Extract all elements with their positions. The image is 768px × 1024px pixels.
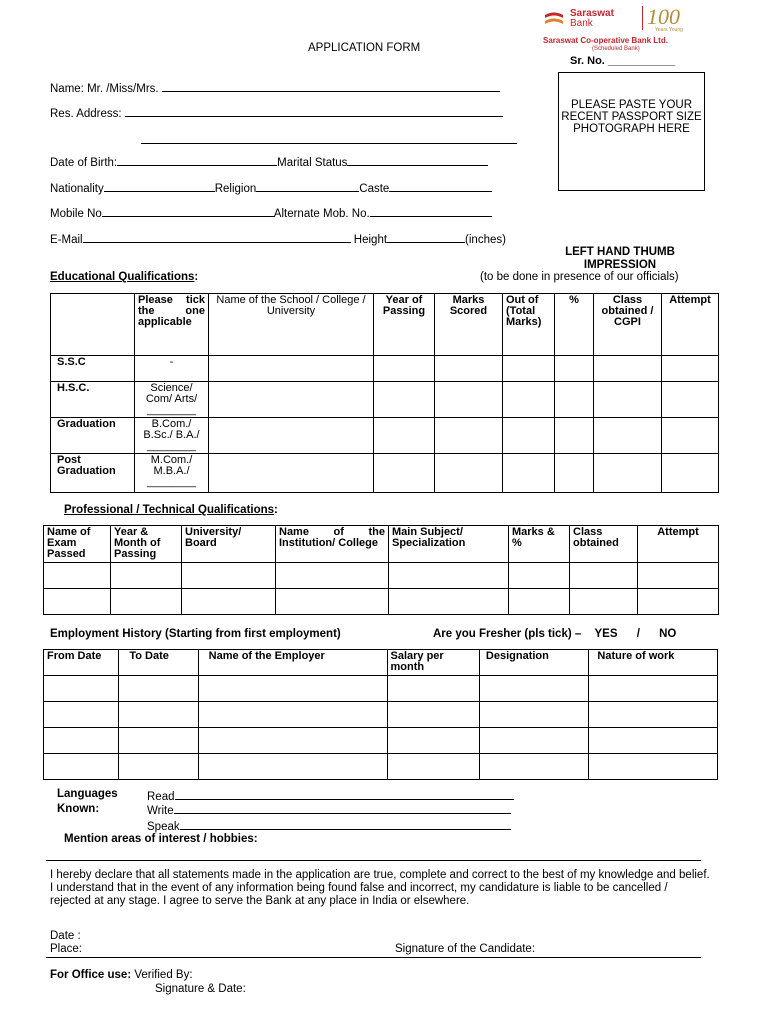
- edu-option: Science/ Com/ Arts/ ________: [135, 382, 209, 418]
- table-cell[interactable]: [387, 728, 479, 754]
- read-label: Read: [147, 791, 175, 803]
- alt-mobile-input-line[interactable]: [370, 205, 492, 217]
- table-cell[interactable]: [662, 454, 719, 493]
- caste-input-line[interactable]: [389, 180, 492, 192]
- signature-date-label: Signature & Date:: [155, 983, 246, 995]
- table-cell[interactable]: [182, 563, 276, 589]
- hobbies-input-line[interactable]: [46, 860, 701, 861]
- sr-no: Sr. No. ___________: [570, 55, 676, 67]
- table-cell[interactable]: [209, 382, 374, 418]
- thumb-title: LEFT HAND THUMB IMPRESSION: [565, 246, 675, 271]
- table-cell[interactable]: [503, 356, 555, 382]
- name-input-line[interactable]: [162, 80, 500, 92]
- verified-by-label: Verified By:: [134, 969, 193, 981]
- address-label: Res. Address:: [50, 108, 122, 120]
- logo-tagline: Saraswat Co-operative Bank Ltd.: [543, 36, 668, 45]
- table-row[interactable]: [44, 676, 718, 702]
- table-cell[interactable]: [276, 563, 389, 589]
- emp-header-from: From Date: [44, 650, 119, 676]
- employment-heading: Employment History (Starting from first employment): [50, 628, 341, 640]
- read-row[interactable]: [147, 788, 514, 803]
- table-row[interactable]: [51, 382, 719, 418]
- edu-header-school: Name of the School / College / University: [209, 294, 374, 356]
- emp-header-to: To Date: [119, 650, 198, 676]
- table-cell[interactable]: [435, 382, 503, 418]
- address-line-1[interactable]: [125, 105, 503, 117]
- write-row[interactable]: [147, 802, 511, 817]
- fresher-slash: /: [636, 628, 640, 640]
- professional-heading-text: Professional / Technical Qualifications: [64, 504, 275, 516]
- edu-option: B.Com./ B.Sc./ B.A./ ________: [135, 418, 209, 454]
- prof-header-marks: Marks & %: [509, 526, 570, 563]
- table-cell[interactable]: [503, 454, 555, 493]
- table-cell[interactable]: [44, 754, 119, 780]
- religion-label: Religion: [214, 183, 257, 195]
- logo-name-line2: Bank: [570, 18, 593, 29]
- table-cell[interactable]: [374, 454, 435, 493]
- table-cell[interactable]: [594, 356, 662, 382]
- fresher-yes-option[interactable]: YES: [594, 628, 618, 640]
- table-cell[interactable]: [209, 356, 374, 382]
- table-cell[interactable]: [119, 702, 198, 728]
- edu-header-tick: Please tick the one applicable: [135, 294, 209, 356]
- height-label: Height: [353, 234, 388, 246]
- edu-header-marks: Marks Scored: [435, 294, 503, 356]
- education-heading: [50, 271, 198, 283]
- height-input-line[interactable]: [387, 231, 465, 243]
- edu-header-blank: [51, 294, 135, 356]
- form-title: APPLICATION FORM: [308, 42, 421, 54]
- nationality-row[interactable]: [50, 180, 492, 195]
- table-cell[interactable]: [119, 754, 198, 780]
- table-cell[interactable]: [509, 563, 570, 589]
- height-unit: (inches): [465, 234, 506, 246]
- table-cell[interactable]: [555, 454, 594, 493]
- emp-header-nature: Nature of work: [589, 650, 718, 676]
- table-cell[interactable]: [589, 676, 718, 702]
- table-cell[interactable]: [503, 418, 555, 454]
- nationality-input-line[interactable]: [104, 180, 215, 192]
- table-cell[interactable]: [198, 676, 387, 702]
- edu-level: Post Graduation: [51, 454, 135, 493]
- professional-header-row: [44, 526, 719, 563]
- table-cell[interactable]: [662, 382, 719, 418]
- mobile-input-line[interactable]: [102, 205, 274, 217]
- email-input-line[interactable]: [83, 231, 351, 243]
- thumb-note: (to be done in presence of our officials): [480, 271, 679, 283]
- edu-level: H.S.C.: [51, 382, 135, 418]
- write-input-line[interactable]: [174, 802, 511, 814]
- speak-label: Speak: [147, 821, 180, 833]
- table-row[interactable]: [44, 563, 719, 589]
- marital-label: Marital Status: [277, 157, 348, 169]
- table-cell[interactable]: [44, 589, 111, 615]
- education-table: [50, 293, 719, 493]
- address-line-2[interactable]: [141, 132, 517, 144]
- table-cell[interactable]: [435, 454, 503, 493]
- mobile-label: Mobile No: [50, 208, 102, 220]
- religion-input-line[interactable]: [256, 180, 359, 192]
- table-cell[interactable]: [589, 754, 718, 780]
- table-cell[interactable]: [594, 418, 662, 454]
- table-row[interactable]: [44, 754, 718, 780]
- table-cell[interactable]: [479, 754, 588, 780]
- edu-header-percent: %: [555, 294, 594, 356]
- table-cell[interactable]: [119, 728, 198, 754]
- table-cell[interactable]: [479, 728, 588, 754]
- fresher-no-option[interactable]: NO: [659, 628, 677, 640]
- table-cell[interactable]: [198, 754, 387, 780]
- name-field[interactable]: [50, 80, 500, 95]
- prof-header-year: Year & Month of Passing: [111, 526, 182, 563]
- photo-box[interactable]: [558, 72, 705, 191]
- table-cell[interactable]: [209, 454, 374, 493]
- anniversary-sub: Years Young: [655, 27, 683, 33]
- prof-header-class: Class obtained: [570, 526, 638, 563]
- dob-input-line[interactable]: [117, 154, 277, 166]
- nationality-label: Nationality: [50, 183, 104, 195]
- write-label: Write: [147, 805, 174, 817]
- table-cell[interactable]: [638, 563, 719, 589]
- employment-header-row: [44, 650, 718, 676]
- table-row[interactable]: [44, 589, 719, 615]
- table-cell[interactable]: [209, 418, 374, 454]
- table-cell[interactable]: [589, 728, 718, 754]
- table-cell[interactable]: [182, 589, 276, 615]
- table-row[interactable]: [44, 702, 718, 728]
- table-cell[interactable]: [555, 418, 594, 454]
- email-row[interactable]: [50, 231, 506, 246]
- table-cell[interactable]: [44, 702, 119, 728]
- table-cell[interactable]: [387, 676, 479, 702]
- edu-header-year: Year of Passing: [374, 294, 435, 356]
- hobbies-label: Mention areas of interest / hobbies:: [64, 833, 258, 845]
- speak-input-line[interactable]: [180, 818, 511, 830]
- name-label: Name: Mr. /Miss/Mrs.: [50, 83, 159, 95]
- table-cell[interactable]: [44, 563, 111, 589]
- signature-label: Signature of the Candidate:: [395, 943, 536, 955]
- table-cell[interactable]: [387, 702, 479, 728]
- table-cell[interactable]: [389, 563, 509, 589]
- table-cell[interactable]: [594, 454, 662, 493]
- photo-box-text: PLEASE PASTE YOUR RECENT PASSPORT SIZE PHOTOGRAPH HERE: [561, 99, 702, 135]
- table-cell[interactable]: [479, 676, 588, 702]
- office-use-row: [50, 969, 193, 981]
- table-cell[interactable]: [374, 356, 435, 382]
- address-field[interactable]: [50, 105, 503, 120]
- table-cell[interactable]: [509, 589, 570, 615]
- declaration-text: I hereby declare that all statements made in the application are true, complete and correct to the best of my knowledge and belief. I understand that in the event of any information being found false and incorrect, my candidature is liable to be cancelled / rejected at any stage. I agree to serve the Bank at any place in India or elsewhere.: [50, 869, 710, 907]
- table-cell[interactable]: [276, 589, 389, 615]
- anniversary-mark: 100: [647, 4, 680, 29]
- edu-option: M.Com./ M.B.A./ ________: [135, 454, 209, 493]
- table-cell[interactable]: [374, 418, 435, 454]
- education-heading-colon: :: [194, 271, 199, 283]
- bank-logo: [543, 6, 703, 54]
- languages-label-2: Known:: [57, 803, 100, 815]
- languages-label-1: Languages: [57, 788, 118, 800]
- table-cell[interactable]: [570, 589, 638, 615]
- dob-row[interactable]: [50, 154, 488, 169]
- footer-divider: [46, 957, 701, 958]
- table-cell[interactable]: [111, 563, 182, 589]
- table-cell[interactable]: [503, 382, 555, 418]
- table-cell[interactable]: [389, 589, 509, 615]
- prof-header-university: University/ Board: [182, 526, 276, 563]
- education-heading-text: Educational Qualifications: [50, 271, 195, 283]
- emp-header-designation: Designation: [479, 650, 588, 676]
- mobile-row[interactable]: [50, 205, 492, 220]
- date-label: Date :: [50, 930, 81, 942]
- edu-option: -: [135, 356, 209, 382]
- read-input-line[interactable]: [175, 788, 514, 800]
- prof-header-exam: Name of Exam Passed: [44, 526, 111, 563]
- table-cell[interactable]: [638, 589, 719, 615]
- caste-label: Caste: [359, 183, 390, 195]
- logo-mark-icon: [543, 9, 565, 31]
- table-row[interactable]: [51, 356, 719, 382]
- edu-level: S.S.C: [51, 356, 135, 382]
- table-cell[interactable]: [198, 702, 387, 728]
- logo-name-line1: Saraswat: [570, 8, 614, 19]
- dob-label: Date of Birth:: [50, 157, 118, 169]
- emp-header-employer: Name of the Employer: [198, 650, 387, 676]
- marital-input-line[interactable]: [347, 154, 488, 166]
- education-header-row: [51, 294, 719, 356]
- fresher-question-text: Are you Fresher (pls tick) –: [433, 628, 582, 640]
- table-cell[interactable]: [198, 728, 387, 754]
- emp-header-salary: Salary per month: [387, 650, 479, 676]
- professional-heading: [64, 504, 278, 516]
- email-label: E-Mail: [50, 234, 83, 246]
- fresher-question: [433, 628, 676, 640]
- edu-level: Graduation: [51, 418, 135, 454]
- table-row[interactable]: [51, 454, 719, 493]
- prof-header-subject: Main Subject/ Specialization: [389, 526, 509, 563]
- table-row[interactable]: [44, 728, 718, 754]
- edu-header-attempt: Attempt: [662, 294, 719, 356]
- professional-table: [43, 525, 719, 615]
- table-cell[interactable]: [435, 356, 503, 382]
- professional-heading-colon: :: [274, 504, 278, 516]
- alt-mobile-label: Alternate Mob. No.: [273, 208, 370, 220]
- table-cell[interactable]: [662, 356, 719, 382]
- table-cell[interactable]: [44, 676, 119, 702]
- table-cell[interactable]: [387, 754, 479, 780]
- prof-header-attempt: Attempt: [638, 526, 719, 563]
- table-cell[interactable]: [374, 382, 435, 418]
- office-use-label: For Office use:: [50, 969, 132, 981]
- table-cell[interactable]: [570, 563, 638, 589]
- table-cell[interactable]: [594, 382, 662, 418]
- table-cell[interactable]: [555, 382, 594, 418]
- place-label: Place:: [50, 943, 82, 955]
- table-cell[interactable]: [479, 702, 588, 728]
- table-cell[interactable]: [119, 676, 198, 702]
- prof-header-institution: Name of the Institution/ College: [276, 526, 389, 563]
- speak-row[interactable]: [147, 818, 511, 833]
- table-cell[interactable]: [662, 418, 719, 454]
- logo-sub: (Scheduled Bank): [592, 46, 640, 52]
- table-cell[interactable]: [435, 418, 503, 454]
- employment-table: [43, 649, 718, 780]
- edu-header-outof: Out of (Total Marks): [503, 294, 555, 356]
- table-cell[interactable]: [589, 702, 718, 728]
- table-cell[interactable]: [44, 728, 119, 754]
- edu-header-class: Class obtained / CGPI: [594, 294, 662, 356]
- table-cell[interactable]: [555, 356, 594, 382]
- table-cell[interactable]: [111, 589, 182, 615]
- table-row[interactable]: [51, 418, 719, 454]
